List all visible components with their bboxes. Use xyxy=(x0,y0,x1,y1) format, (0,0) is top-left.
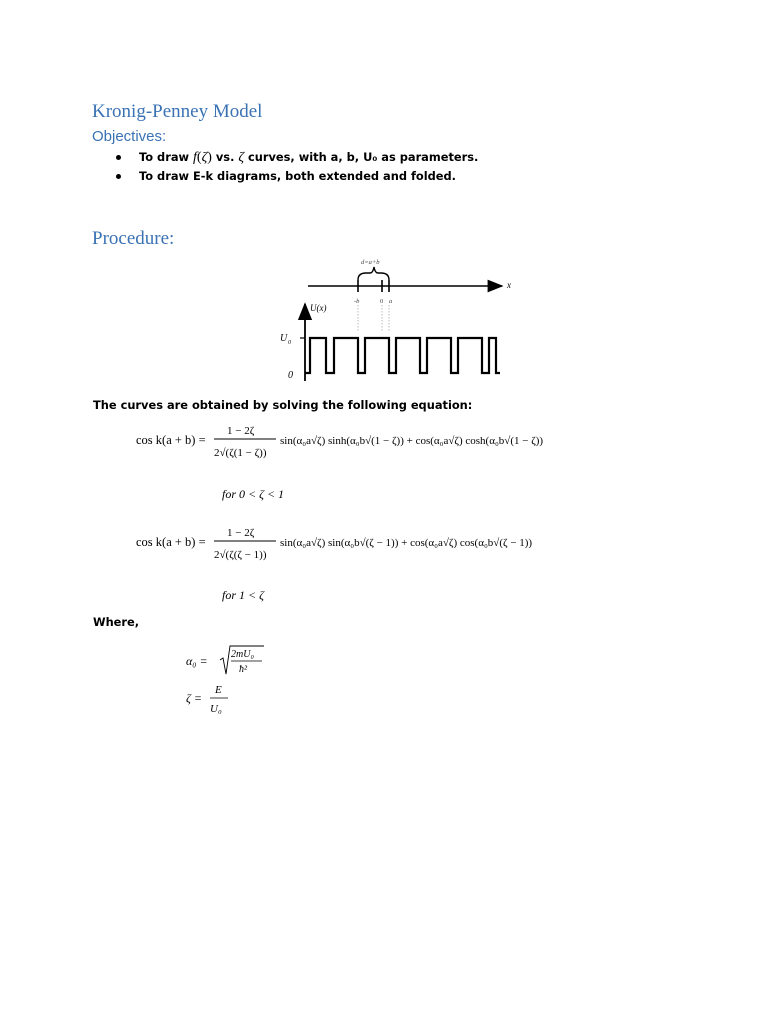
tick-label-zero: 0 xyxy=(380,298,384,305)
bullet-text-vs: vs. xyxy=(211,150,239,164)
u0-label: U xyxy=(280,333,288,344)
math-lparen: ( xyxy=(196,150,202,165)
eq2-denominator: 2√(ζ(ζ − 1)) xyxy=(214,549,267,561)
alpha-denominator: ħ² xyxy=(239,664,247,675)
zeta-numerator: E xyxy=(215,684,222,696)
alpha-numerator: 2mU₀ xyxy=(231,649,254,660)
potential-wave xyxy=(305,338,500,373)
equation-1 xyxy=(134,420,634,510)
eq1-lhs: cos k(a + b) = xyxy=(136,433,206,447)
eq1-condition: for 0 < ζ < 1 xyxy=(222,487,285,501)
bullet-text-pre: To draw xyxy=(139,150,193,164)
list-item xyxy=(113,149,478,168)
eq1-rhs: sin(α₀a√ζ) sinh(α₀b√(1 − ζ)) + cos(α₀a√ζ) cosh(α₀b√(1 − ζ)) xyxy=(280,435,544,447)
definitions xyxy=(184,640,304,720)
zero-label: 0 xyxy=(288,370,293,381)
bullet-icon xyxy=(116,155,121,160)
bullet-icon xyxy=(116,174,121,179)
equation-2 xyxy=(134,520,634,610)
bullet-text-post: curves, with a, b, U₀ as parameters. xyxy=(244,150,479,164)
bullet-text: To draw E-k diagrams, both extended and folded. xyxy=(139,169,456,183)
eq2-rhs: sin(α₀a√ζ) sin(α₀b√(ζ − 1)) + cos(α₀a√ζ) cos(α₀b√(ζ − 1)) xyxy=(280,537,533,549)
intro-text: The curves are obtained by solving the following equation: xyxy=(93,398,473,412)
tick-label-a: a xyxy=(389,298,393,305)
eq1-denominator: 2√(ζ(1 − ζ)) xyxy=(214,447,267,459)
u0-subscript: 0 xyxy=(288,340,291,346)
procedure-heading: Procedure: xyxy=(92,228,175,249)
eq2-numerator: 1 − 2ζ xyxy=(227,527,255,539)
document-title: Kronig-Penney Model xyxy=(92,101,263,122)
math-rparen: ) xyxy=(207,150,212,165)
where-text: Where, xyxy=(93,615,140,629)
eq2-condition: for 1 < ζ xyxy=(222,588,264,602)
objectives-list xyxy=(113,149,478,187)
x-axis-label: x xyxy=(507,280,511,290)
math-zeta: ζ xyxy=(201,150,208,165)
eq1-numerator: 1 − 2ζ xyxy=(227,425,255,437)
u-axis-label: U(x) xyxy=(310,303,327,313)
objectives-heading: Objectives: xyxy=(92,128,167,145)
alpha-lhs: α₀ = xyxy=(186,654,208,668)
period-brace xyxy=(358,267,389,280)
zeta-lhs: ζ = xyxy=(186,691,202,705)
math-f: f xyxy=(193,150,197,165)
potential-diagram xyxy=(270,252,520,388)
period-label: d=a+b xyxy=(361,259,380,266)
zeta-denominator: U₀ xyxy=(210,703,222,715)
tick-label-minus-b: -b xyxy=(354,298,360,305)
math-zeta-2: ζ xyxy=(238,150,245,165)
list-item xyxy=(113,168,478,187)
eq2-lhs: cos k(a + b) = xyxy=(136,535,206,549)
